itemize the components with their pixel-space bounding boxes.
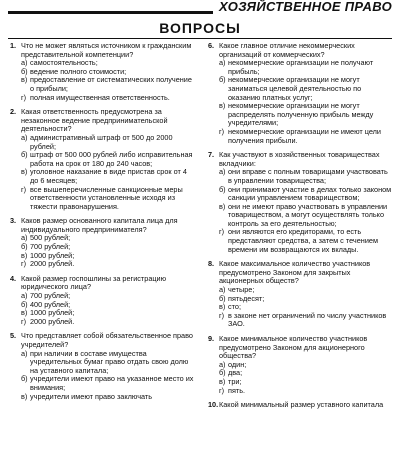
option-letter: г): [219, 385, 225, 395]
answer-option: [219, 312, 392, 329]
question-number: 6.: [208, 41, 215, 50]
option-letter: г): [219, 126, 225, 136]
option-text: 1000 рублей;: [30, 308, 75, 318]
answer-options: [10, 234, 194, 268]
question-text: Как участвуют в хозяйственных товариществах вкладчики:: [219, 150, 380, 168]
option-text: 2000 рублей.: [30, 259, 75, 269]
option-letter: а): [219, 167, 226, 177]
option-letter: в): [21, 250, 28, 260]
question-2: [10, 108, 194, 211]
answer-option: [219, 76, 392, 102]
option-letter: г): [21, 184, 27, 194]
answer-option: [219, 203, 392, 229]
answer-options: [10, 350, 194, 402]
answer-option: [21, 350, 194, 376]
answer-options: [10, 59, 194, 102]
question-number: 9.: [208, 334, 215, 343]
option-letter: в): [219, 201, 226, 211]
question-text: Каков размер основанного капитала лица для индивидуального предпринимателя?: [21, 216, 178, 234]
option-letter: а): [21, 132, 28, 142]
option-text: административный штраф от 500 до 2000 рублей;: [30, 132, 173, 151]
option-text: они являются его кредиторами, то есть представляют средства, а затем с течением времени им возвращаются их вклады.: [228, 227, 378, 254]
option-letter: а): [21, 58, 28, 68]
option-letter: б): [21, 299, 28, 309]
option-letter: в): [219, 302, 226, 312]
question-3: [10, 217, 194, 269]
option-letter: в): [219, 101, 226, 111]
option-letter: а): [21, 233, 28, 243]
answer-option: [219, 387, 392, 396]
left-column: [10, 42, 194, 407]
question-5: [10, 332, 194, 401]
option-text: предоставление от систематических получение о прибыли;: [30, 75, 192, 93]
question-number: 4.: [10, 273, 17, 283]
option-text: некоммерческие организации не могут распределять полученную прибыль между учредителями;: [228, 101, 374, 128]
question-text: Что не может являться источником к гражданским представительной компетенции?: [21, 41, 192, 59]
option-letter: в): [21, 167, 28, 177]
question-text: Какое максимальное количество участников предусмотрено Законом для закрытых акционерных обществ?: [219, 259, 371, 286]
answer-option: [219, 168, 392, 185]
option-letter: б): [21, 242, 28, 252]
option-text: они принимают участие в делах только законом санкции управлением товариществом;: [228, 184, 392, 203]
option-letter: г): [21, 259, 27, 269]
question-6: [208, 42, 392, 145]
answer-options: [208, 361, 392, 395]
option-text: 400 рублей;: [30, 299, 71, 309]
question-number: 1.: [10, 41, 17, 50]
option-letter: в): [219, 376, 226, 386]
option-text: три;: [228, 376, 242, 386]
question-text: Что представляет собой обязательственное право учредителей?: [21, 331, 193, 349]
question-text: Какое главное отличие некоммерческих организаций от коммерческих?: [219, 41, 355, 59]
option-text: 1000 рублей;: [30, 250, 75, 260]
option-letter: а): [21, 291, 28, 301]
question-text: Какой минимальный размер уставного капитала: [219, 400, 384, 410]
page-title: ВОПРОСЫ: [8, 18, 392, 39]
answer-option: [219, 369, 392, 378]
question-number: 7.: [208, 150, 215, 160]
option-text: два;: [228, 368, 243, 378]
answer-option: [219, 59, 392, 76]
option-text: некоммерческие организации не могут заниматься целевой деятельностью по оказанию платных услуг;: [228, 75, 362, 102]
answer-options: [10, 134, 194, 211]
answer-options: [10, 292, 194, 326]
option-letter: г): [219, 227, 225, 237]
option-text: 500 рублей;: [30, 233, 71, 243]
answer-option: [21, 168, 194, 185]
option-text: уголовное наказание в виде пристав срок от 4 до 6 месяцев;: [30, 167, 187, 185]
option-text: один;: [228, 359, 247, 369]
question-9: [208, 335, 392, 395]
option-letter: б): [219, 184, 226, 194]
answer-option: [219, 228, 392, 254]
answer-option: [21, 260, 194, 269]
answer-option: [21, 318, 194, 327]
answer-options: [208, 59, 392, 145]
question-4: [10, 275, 194, 327]
option-text: все вышеперечисленные санкционные меры ответственности установленные исходя из тяжести правонарушения.: [30, 184, 183, 211]
answer-option: [219, 361, 392, 370]
answer-option: [21, 393, 194, 402]
question-8: [208, 260, 392, 329]
question-text: Какое минимальное количество участников предусмотрено Законом для акционерного общества?: [219, 334, 368, 361]
answer-option: [219, 102, 392, 128]
option-text: пятьдесят;: [228, 293, 265, 303]
option-letter: а): [21, 348, 28, 358]
option-text: учредители имеют право заключать: [30, 391, 153, 401]
question-text: Какая ответственность предусмотрена за незаконное ведение предпринимательской деятельности?: [21, 107, 168, 134]
question-7: [208, 151, 392, 254]
question-number: 10.: [208, 400, 219, 410]
option-letter: в): [21, 308, 28, 318]
option-letter: б): [21, 66, 28, 76]
answer-option: [21, 94, 194, 103]
option-text: некоммерческие организации не имеют цели получения прибыли.: [228, 126, 382, 145]
question-number: 2.: [10, 107, 17, 117]
question-number: 8.: [208, 259, 215, 269]
option-letter: г): [219, 310, 225, 320]
option-letter: б): [219, 75, 226, 85]
option-letter: а): [219, 285, 226, 295]
option-text: четыре;: [228, 285, 255, 295]
option-text: 2000 рублей.: [30, 316, 75, 326]
header-label: ХОЗЯЙСТВЕННОЕ ПРАВО: [213, 0, 392, 14]
option-text: в законе нет ограничений по числу участников ЗАО.: [228, 310, 387, 329]
option-text: 700 рублей;: [30, 291, 71, 301]
answer-option: [219, 295, 392, 304]
answer-option: [219, 128, 392, 145]
answer-option: [21, 151, 194, 168]
page-header: [0, 0, 400, 18]
option-text: учредители имеют право на указанное место их внимания;: [30, 374, 194, 392]
option-text: некоммерческие организации не получают прибыль;: [228, 58, 374, 76]
option-letter: а): [219, 58, 226, 68]
question-number: 5.: [10, 331, 17, 341]
question-10: [208, 401, 392, 410]
question-text: Какой размер госпошлины за регистрацию юридического лица?: [21, 273, 167, 292]
answer-option: [21, 134, 194, 151]
option-letter: б): [21, 150, 28, 160]
option-text: самостоятельность;: [30, 58, 98, 68]
option-text: ведение полного стоимости;: [30, 66, 127, 76]
option-text: 700 рублей;: [30, 242, 71, 252]
option-text: они не имеют право участвовать в управлении товариществом, а могут осуществлять только контроль за его деятельностью;: [228, 201, 388, 228]
option-text: при наличии в составе имущества учредительных бумаг право отдать свою долю на уставного капитала;: [30, 348, 189, 375]
option-letter: в): [21, 391, 28, 401]
option-letter: а): [219, 359, 226, 369]
option-letter: г): [21, 92, 27, 102]
option-letter: в): [21, 75, 28, 85]
right-column: [208, 42, 392, 416]
answer-option: [21, 76, 194, 93]
answer-option: [21, 186, 194, 212]
option-text: они вправе с полным товарищами участвовать в управлении товарищества;: [228, 167, 388, 185]
answer-options: [208, 168, 392, 254]
option-text: полная имущественная ответственность.: [30, 92, 170, 102]
option-letter: б): [21, 374, 28, 384]
answer-option: [21, 375, 194, 392]
answer-option: [219, 186, 392, 203]
question-number: 3.: [10, 216, 17, 226]
option-text: штраф от 500 000 рублей либо исправительная работа на срок от 180 до 240 часов;: [30, 150, 193, 168]
option-letter: б): [219, 368, 226, 378]
answer-options: [208, 286, 392, 329]
question-1: [10, 42, 194, 102]
option-letter: б): [219, 293, 226, 303]
option-letter: г): [21, 316, 27, 326]
option-text: пять.: [228, 385, 246, 395]
option-text: сто;: [228, 302, 241, 312]
